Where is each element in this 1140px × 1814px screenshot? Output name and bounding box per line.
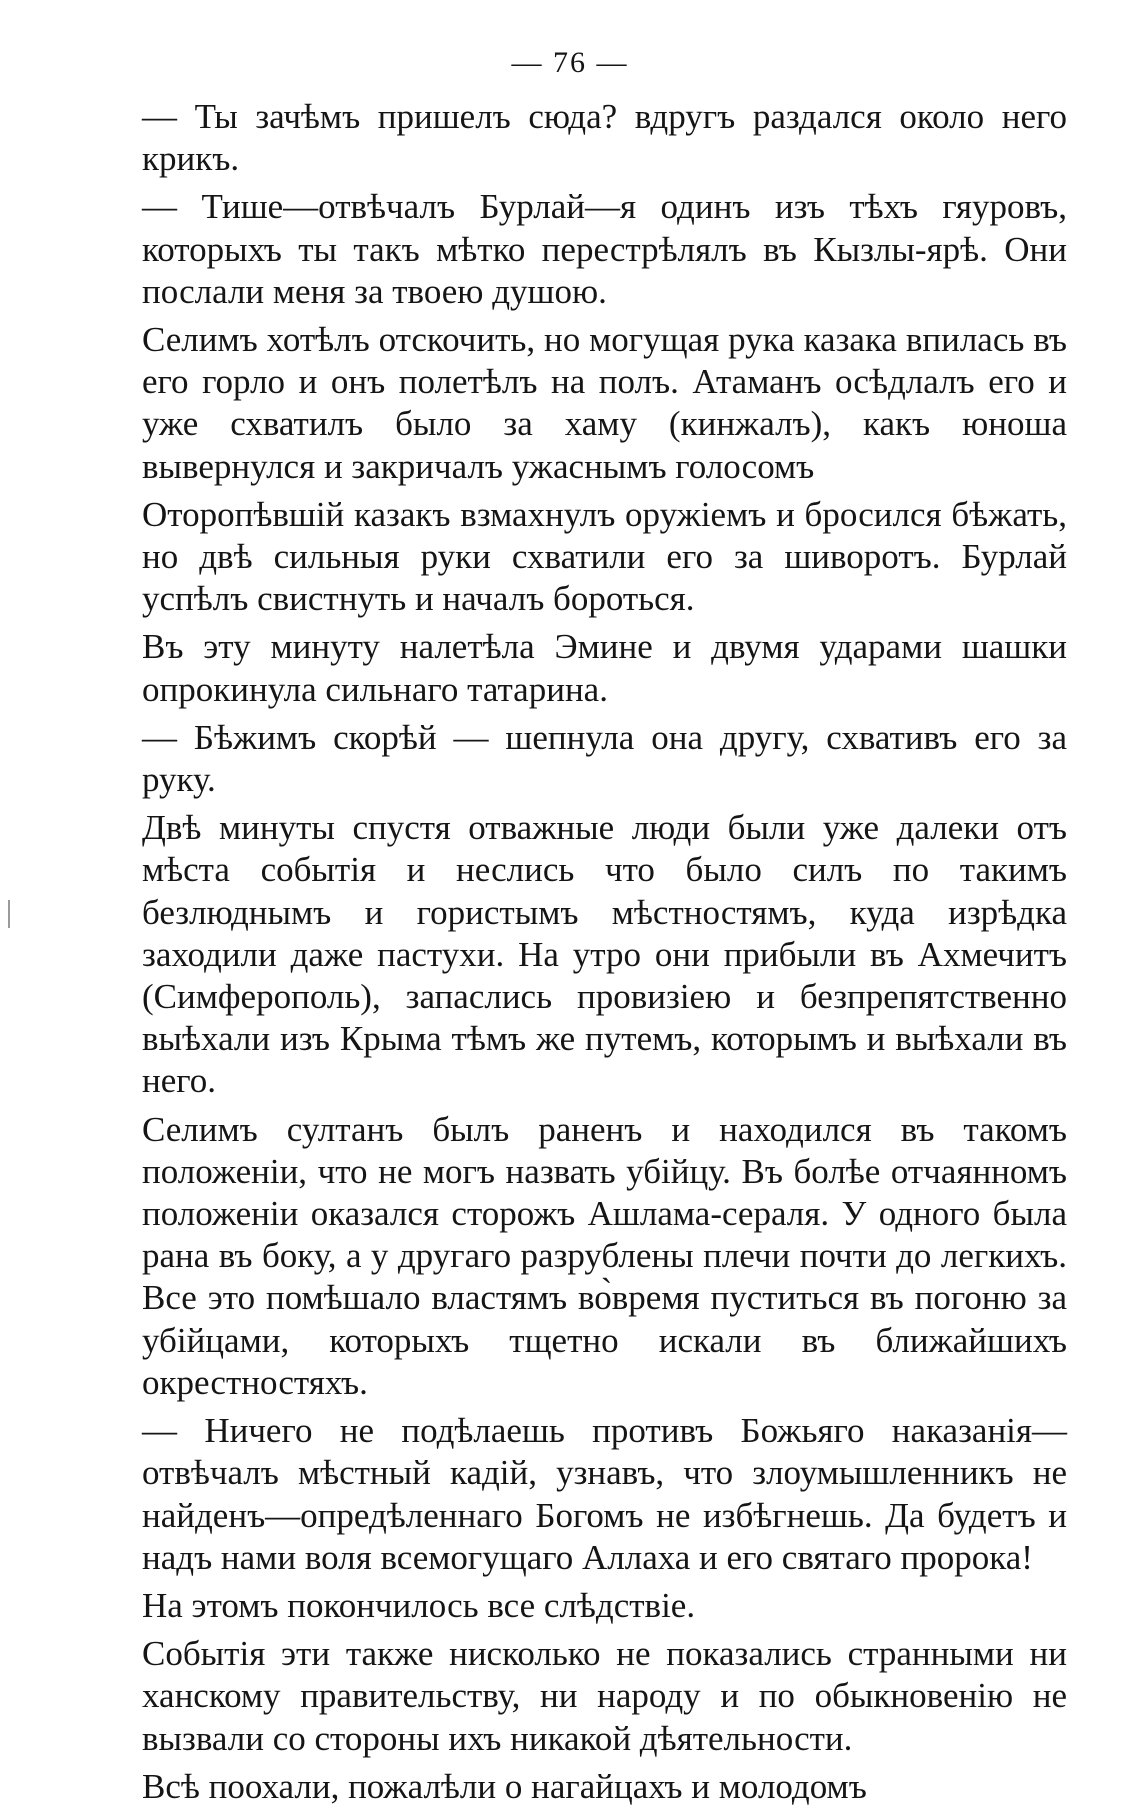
paragraph: Всѣ поохали, пожалѣли о нагайцахъ и молодомъ bbox=[142, 1766, 867, 1806]
paragraph: — Бѣжимъ скорѣй — шепнула она другу, схвативъ его за руку. bbox=[142, 717, 1067, 800]
paragraph: На этомъ покончилось все слѣдствіе. bbox=[142, 1585, 696, 1625]
page-number: — 76 — bbox=[511, 46, 629, 79]
paragraph: Оторопѣвшій казакъ взмахнулъ оружіемъ и бросился бѣжать, но двѣ сильныя руки схватили его за шиворотъ. Бурлай успѣлъ свистнуть и началъ бороться. bbox=[142, 494, 1067, 619]
paragraph: Въ эту минуту налетѣла Эмине и двумя ударами шашки опрокинула сильнаго татарина. bbox=[142, 627, 1067, 709]
text-body bbox=[142, 96, 1067, 1814]
paragraph: Событія эти также нисколько не показались странными ни ханскому правительству, ни народу и по обыкновенію не вызвали со стороны ихъ никакой дѣятельности. bbox=[142, 1634, 1067, 1758]
paragraph: Двѣ минуты спустя отважные люди были уже далеки отъ мѣста событія и неслись что было силъ по такимъ безлюднымъ и гористымъ мѣстностямъ, куда изрѣдка заходили даже пастухи. На утро они прибыли въ Ахмечитъ (Симферополь), запаслись провизіею и безпрепятственно выѣхали изъ Крыма тѣмъ же путемъ, которымъ и выѣхали въ него. bbox=[142, 808, 1067, 1101]
paragraph: Селимъ хотѣлъ отскочить, но могущая рука казака впилась въ его горло и онъ полетѣлъ на полъ. Атаманъ осѣдлалъ его и уже схватилъ было за хаму (кинжалъ), какъ юноша вывернулся и закричалъ ужаснымъ голосомъ bbox=[142, 320, 1067, 486]
paragraph: — Тише—отвѣчалъ Бурлай—я одинъ изъ тѣхъ гяуровъ, которыхъ ты такъ мѣтко перестрѣлялъ въ Кызлы-ярѣ. Они послали меня за твоею душою. bbox=[142, 187, 1067, 311]
paragraph: — Ты зачѣмъ пришелъ сюда? вдругъ раздался около него крикъ. bbox=[142, 97, 1067, 179]
paragraph: Селимъ султанъ былъ раненъ и находился въ такомъ положеніи, что не могъ назвать убійцу. Въ болѣе отчаянномъ положеніи оказался сторожъ Ашлама-сераля. У одного была рана въ боку, а у другаго разрублены плечи почти до легкихъ. Все это помѣшало властямъ во̀время пуститься въ погоню за убійцами, которыхъ тщетно искали въ ближайшихъ окрестностяхъ. bbox=[142, 1109, 1067, 1402]
paragraph: — Ничего не подѣлаешь противъ Божьяго наказанія— отвѣчалъ мѣстный кадій, узнавъ, что злоумышленникъ не найденъ—опредѣленнаго Богомъ не избѣгнешь. Да будетъ и надъ нами воля всемогущаго Аллаха и его святаго пророка! bbox=[142, 1411, 1067, 1577]
margin-mark bbox=[8, 900, 10, 928]
